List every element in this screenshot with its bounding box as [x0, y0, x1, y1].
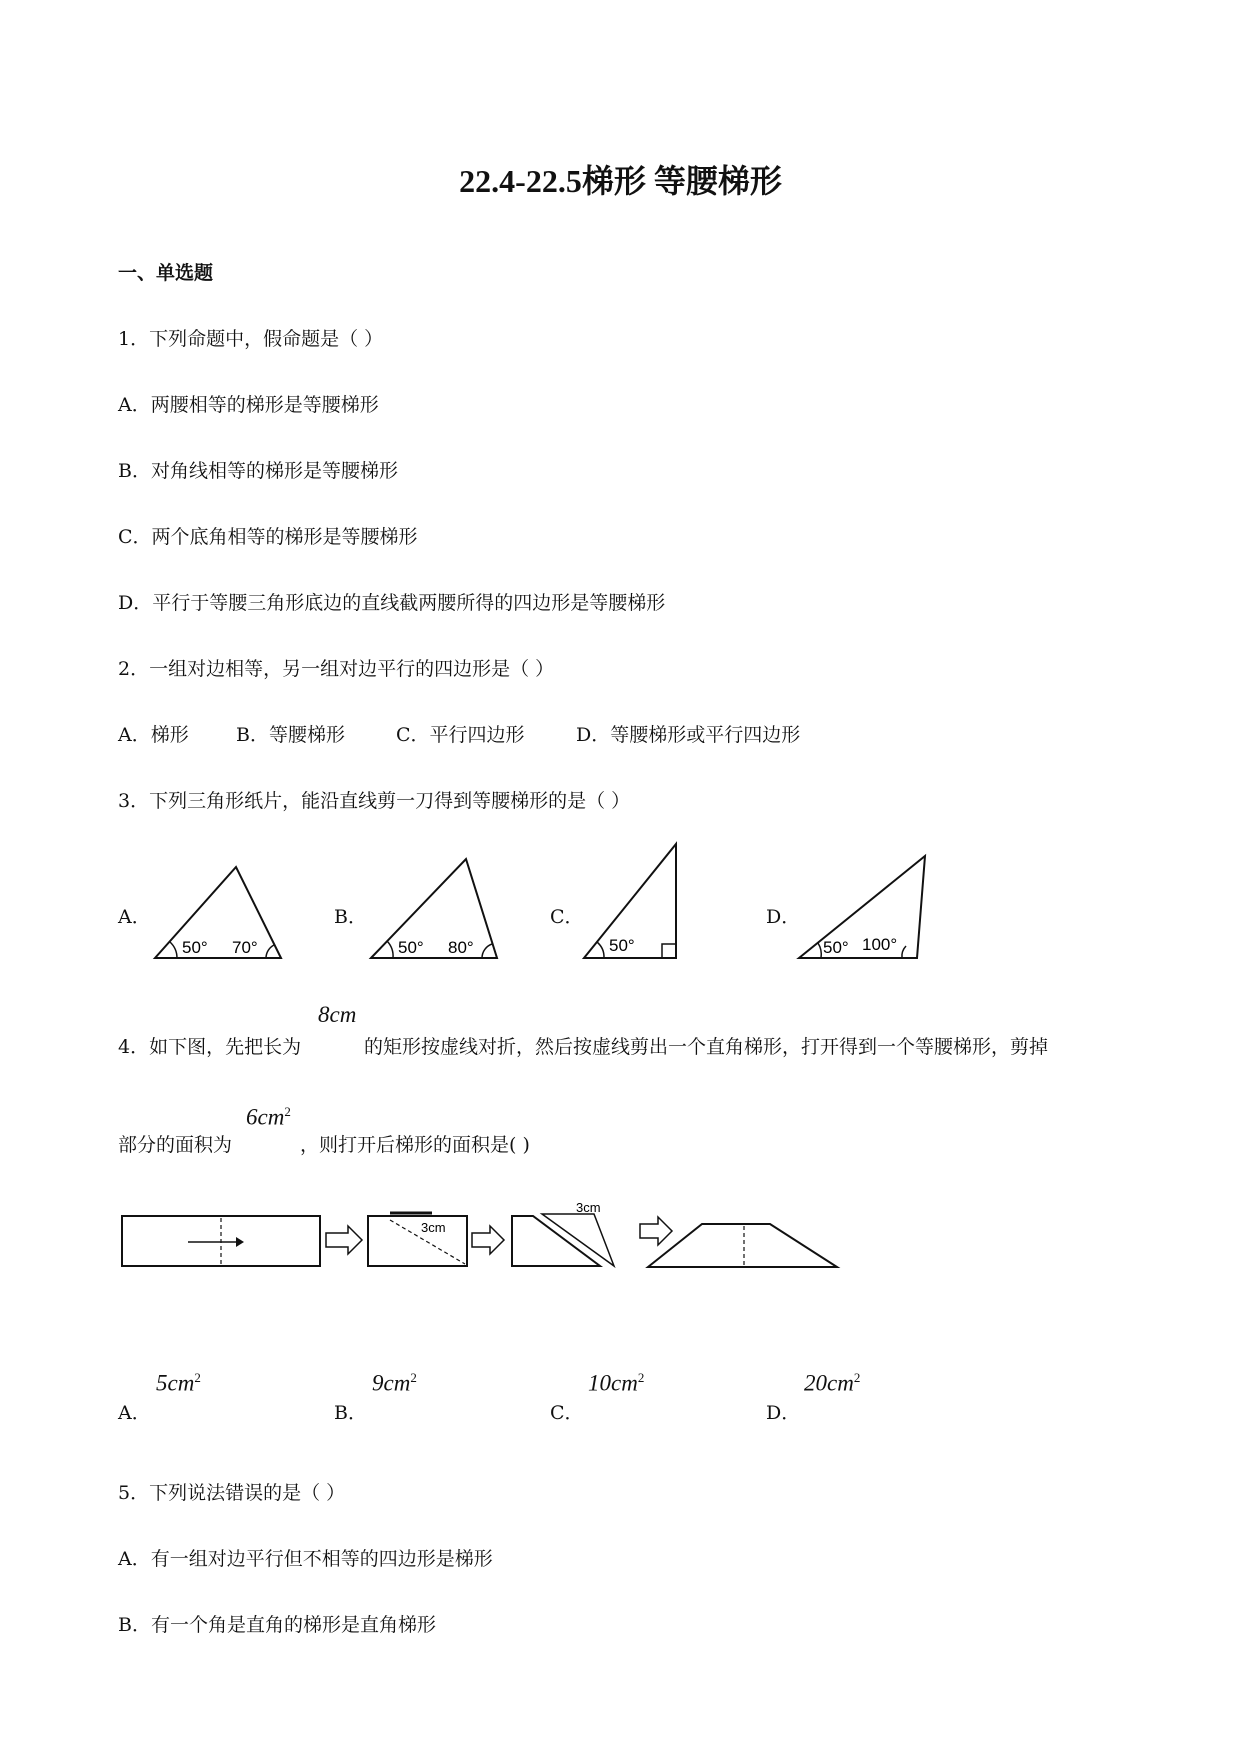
page-title: 22.4-22.5梯形 等腰梯形 [459, 163, 782, 199]
dimension-label: 3cm [421, 1220, 446, 1235]
question-2-stem: 2．一组对边相等，另一组对边平行的四边形是（ ） [118, 658, 555, 680]
question-4-option-a-letter: A． [118, 1402, 151, 1424]
angle-label: 100° [862, 935, 898, 954]
question-3-option-c-letter: C． [550, 906, 584, 928]
angle-label: 50° [823, 938, 849, 957]
question-4-line2-prefix: 部分的面积为 [118, 1134, 233, 1156]
triangle-figure-b [366, 855, 506, 965]
question-3-option-b-letter: B． [334, 906, 367, 928]
question-4-line1-suffix: 的矩形按虚线对折，然后按虚线剪出一个直角梯形，打开得到一个等腰梯形，剪掉 [364, 1036, 1049, 1058]
question-2-option-d: D．等腰梯形或平行四边形 [576, 724, 801, 746]
question-5-option-b: B．有一个角是直角的梯形是直角梯形 [118, 1614, 436, 1636]
question-3-option-a-letter: A． [118, 906, 151, 928]
angle-label: 80° [448, 938, 474, 957]
question-1-option-c: C．两个底角相等的梯形是等腰梯形 [118, 526, 418, 548]
question-4-option-a-value: $5cm^2$ [156, 1370, 201, 1396]
angle-label: 50° [609, 936, 635, 955]
question-1-option-a: A．两腰相等的梯形是等腰梯形 [118, 394, 379, 416]
question-1-option-d: D．平行于等腰三角形底边的直线截两腰所得的四边形是等腰梯形 [118, 592, 666, 614]
question-4-option-d-letter: D． [766, 1402, 801, 1424]
question-4-option-c-letter: C． [550, 1402, 584, 1424]
question-3-stem: 3．下列三角形纸片，能沿直线剪一刀得到等腰梯形的是（ ） [118, 790, 631, 812]
question-1-option-b: B．对角线相等的梯形是等腰梯形 [118, 460, 398, 482]
question-2-option-c: C．平行四边形 [396, 724, 525, 746]
dimension-label: 3cm [576, 1200, 601, 1215]
question-5-option-a: A．有一组对边平行但不相等的四边形是梯形 [118, 1548, 493, 1570]
question-5-stem: 5．下列说法错误的是（ ） [118, 1482, 346, 1504]
folding-diagram [118, 1200, 848, 1275]
triangle-figure-c [580, 838, 690, 966]
section-heading: 一、单选题 [118, 262, 214, 284]
question-4-option-c-value: $10cm^2$ [588, 1370, 645, 1396]
angle-label: 70° [232, 938, 258, 957]
question-2-option-a: A．梯形 [118, 724, 189, 746]
question-4-option-b-letter: B． [334, 1402, 367, 1424]
triangle-figure-d [794, 852, 934, 964]
question-4-line1-prefix: 4．如下图，先把长为 [118, 1036, 302, 1058]
math-area: $6cm^2$ [246, 1104, 291, 1130]
question-4-line2-suffix: ，则打开后梯形的面积是( ) [300, 1134, 530, 1156]
question-3-option-d-letter: D． [766, 906, 801, 928]
math-length: 8cm [318, 1002, 357, 1027]
angle-label: 50° [398, 938, 424, 957]
angle-label: 50° [182, 938, 208, 957]
question-1-stem: 1．下列命题中，假命题是（ ） [118, 328, 384, 350]
question-4-option-b-value: $9cm^2$ [372, 1370, 417, 1396]
triangle-figure-a [150, 855, 290, 965]
question-4-option-d-value: $20cm^2$ [804, 1370, 861, 1396]
question-2-option-b: B．等腰梯形 [236, 724, 345, 746]
